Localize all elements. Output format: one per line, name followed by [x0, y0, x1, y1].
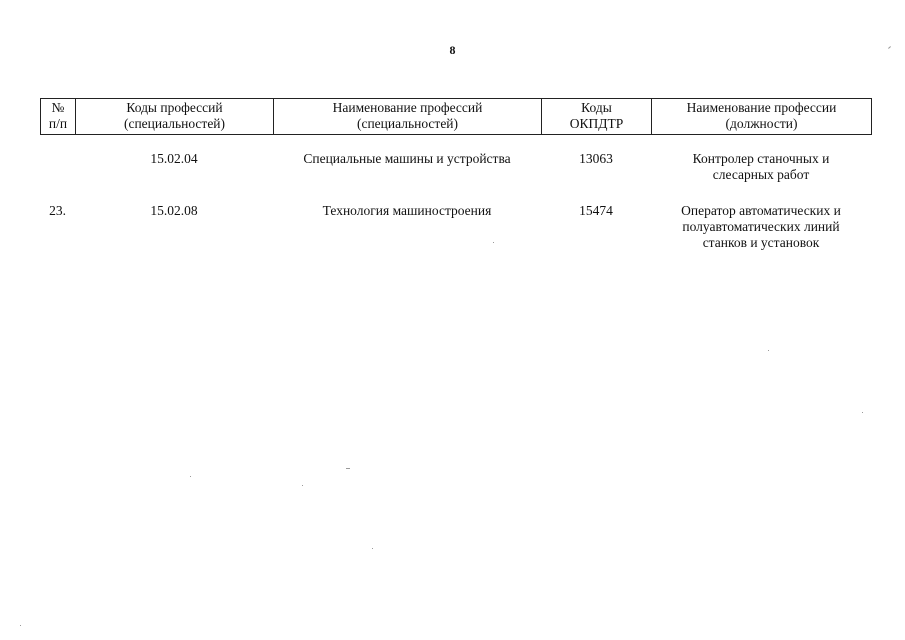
position-line: полуавтоматических линий: [682, 219, 840, 234]
position-name: [651, 203, 871, 271]
table-row: [40, 203, 871, 271]
position-name: [651, 151, 871, 203]
scan-speck: [372, 548, 373, 549]
position-line: станков и установок: [702, 235, 820, 250]
header-cell-position: [652, 99, 872, 135]
header-line: п/п: [48, 116, 68, 131]
row-number: [40, 151, 75, 203]
spec-name: Специальные машины и устройства: [303, 151, 511, 166]
page-number: 8: [449, 43, 456, 57]
table-header: [40, 98, 872, 135]
header-line: Наименование профессий: [332, 100, 483, 115]
header-line: Коды профессий: [126, 100, 223, 115]
scan-speck: [862, 412, 863, 413]
header-cell-spec-name: [274, 99, 542, 135]
spec-name: Технология машиностроения: [322, 203, 492, 218]
okpdtr-code: 13063: [579, 151, 613, 166]
header-line: №: [51, 100, 65, 115]
header-line: Наименование профессии: [686, 100, 837, 115]
spec-code: 15.02.04: [150, 151, 198, 166]
scan-speck: [493, 242, 494, 243]
header-line: Коды: [581, 100, 612, 115]
scan-speck: [20, 625, 21, 626]
header-cell-okpdtr: [542, 99, 652, 135]
header-line: (специальностей): [356, 116, 459, 131]
scan-speck: [768, 350, 769, 351]
header-row: [41, 99, 872, 135]
header-line: (должности): [725, 116, 798, 131]
spec-code: 15.02.08: [150, 203, 198, 218]
header-line: (специальностей): [123, 116, 226, 131]
row-number: 23.: [49, 203, 66, 218]
okpdtr-code: 15474: [579, 203, 613, 218]
position-line: Оператор автоматических и: [681, 203, 841, 218]
scan-speck: [302, 485, 303, 486]
position-line: Контролер станочных и: [692, 151, 830, 166]
header-cell-spec-code: [76, 99, 274, 135]
scan-speck: [346, 468, 350, 469]
table-row: [40, 151, 871, 203]
table-body: [40, 151, 871, 271]
header-line: ОКПДТР: [569, 116, 624, 131]
position-line: слесарных работ: [712, 167, 810, 182]
header-cell-number: [41, 99, 76, 135]
scan-speck: [190, 476, 191, 477]
